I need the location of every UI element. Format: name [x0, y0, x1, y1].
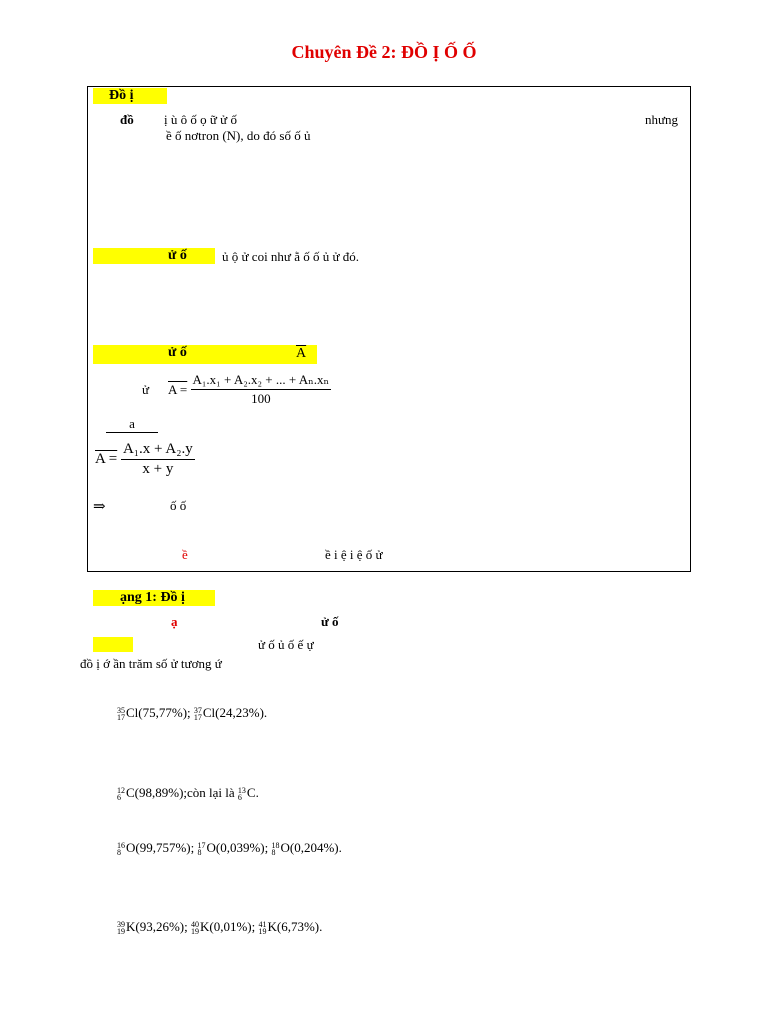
- heading-average-mass: ử ố $\overline{A}$: [93, 345, 317, 364]
- formula2-numerator: A₁.x + A₂.y: [121, 441, 195, 460]
- subheading-text: ử ố: [321, 614, 339, 629]
- heading-isotope: Đồ ị: [93, 88, 167, 104]
- average-mass-symbol: $\overline{A}$: [296, 346, 307, 361]
- isotope-definition: ị ù ô ố ọ ữ ử ố: [164, 112, 237, 127]
- exercise-question-line2: đồ ị ớ ần trăm số ử tương ứ: [80, 656, 222, 671]
- list-item: 35 17 Cl(75,77%); 37 17 Cl(24,23%).: [117, 705, 268, 723]
- list-item: 16 8 O(99,757%); 17 8 O(0,039%); 18 8 O(0,204%).: [117, 840, 342, 858]
- formula2-lhs: A =: [95, 451, 118, 467]
- isotope-term: đồ: [120, 112, 134, 127]
- formula1: [168, 372, 331, 407]
- exercise-question: ử ố ủ ố ế ự: [258, 637, 314, 652]
- example-label: a: [106, 416, 158, 433]
- list-item: 39 19 K(93,26%); 40 19 K(0,01%); 41 19 K(6,73%).: [117, 919, 323, 937]
- formula1-lhs: A =: [168, 381, 188, 397]
- subheading-red: ạ: [171, 614, 178, 629]
- formula1-lead: ử: [142, 382, 150, 397]
- formula2: [95, 441, 195, 478]
- isotope-definition-line2: ề ố nơtron (N), do đó số ố ủ: [166, 128, 311, 143]
- formula2-denominator: x + y: [142, 461, 174, 477]
- page-title: Chuyên Đề 2: ĐỒ Ị Ố Ố: [291, 42, 477, 62]
- atomic-mass-text: ủ ộ ử coi như ằ ố ố ủ ử đó.: [222, 249, 360, 264]
- note-text: ề i ệ i ệ ố ử: [325, 547, 383, 562]
- heading-atomic-mass: ử ố: [93, 248, 215, 264]
- isotope-definition-end: nhưng: [645, 112, 679, 127]
- implies-icon: ⇒: [93, 499, 106, 515]
- implies-text: ố ố: [170, 498, 187, 513]
- note-red: ề: [182, 547, 188, 562]
- heading-type1: ạng 1: Đồ ị: [93, 590, 215, 606]
- formula1-denominator: 100: [251, 391, 271, 406]
- formula1-numerator: A₁.x₁ + A₂.x₂ + ... + Aₙ.xₙ: [191, 372, 332, 390]
- list-item: 12 6 C(98,89%);còn lại là 13 6 C.: [117, 785, 259, 803]
- exercise-highlight: [93, 637, 133, 652]
